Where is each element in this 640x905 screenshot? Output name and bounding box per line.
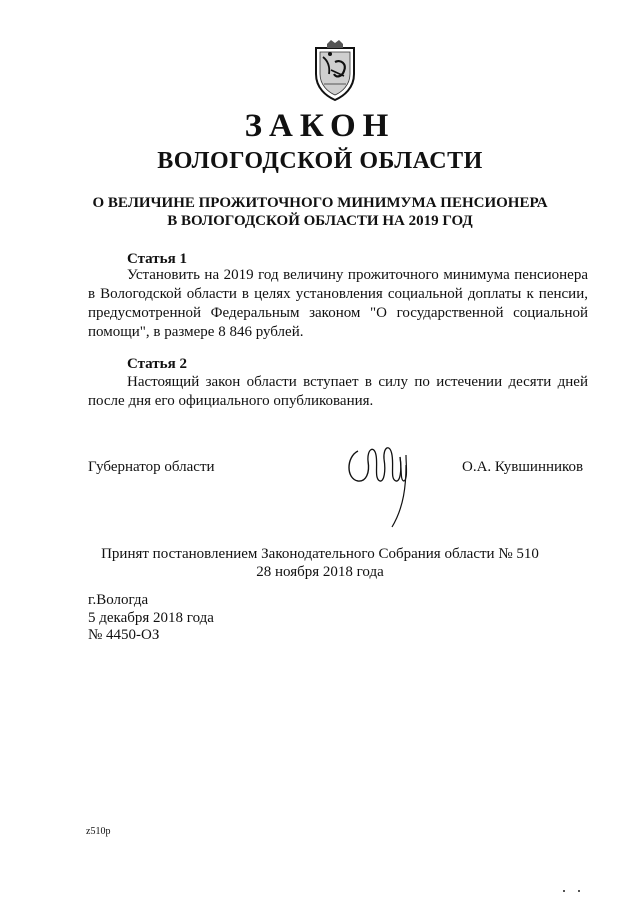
article-1-text: Установить на 2019 год величину прожиточного минимума пенсионера в Вологодской области в целях установления социальной доплаты к пенсии, предусмотренной Федеральным законом "О государственной социальной помощи", в размере 8 846 рублей. [88,267,588,340]
handwritten-signature [340,435,420,535]
signing-date: 5 декабря 2018 года [88,610,214,626]
region-title: ВОЛОГОДСКОЙ ОБЛАСТИ [157,148,483,174]
law-subject-line-2: В ВОЛОГОДСКОЙ ОБЛАСТИ НА 2019 ГОД [167,213,473,229]
law-title: ЗАКОН [244,108,396,144]
scan-speck [578,890,580,892]
governor-title: Губернатор области [88,459,215,475]
scan-speck [563,890,565,892]
article-1-heading: Статья 1 [127,251,187,267]
coat-of-arms-emblem [310,40,360,102]
governor-name: О.А. Кувшинников [462,459,584,475]
law-subject-line-1: О ВЕЛИЧИНЕ ПРОЖИТОЧНОГО МИНИМУМА ПЕНСИОНЕРА [92,195,548,211]
adoption-resolution: Принят постановлением Законодательного Собрания области № 510 [101,546,539,562]
city: г.Вологда [88,592,149,608]
article-2-heading: Статья 2 [127,356,187,372]
article-2-text: Настоящий закон области вступает в силу по истечении десяти дней после дня его официального опубликования. [88,374,588,409]
law-number: № 4450-ОЗ [88,627,160,643]
document-code: z510p [86,826,111,837]
adoption-date: 28 ноября 2018 года [256,564,384,580]
